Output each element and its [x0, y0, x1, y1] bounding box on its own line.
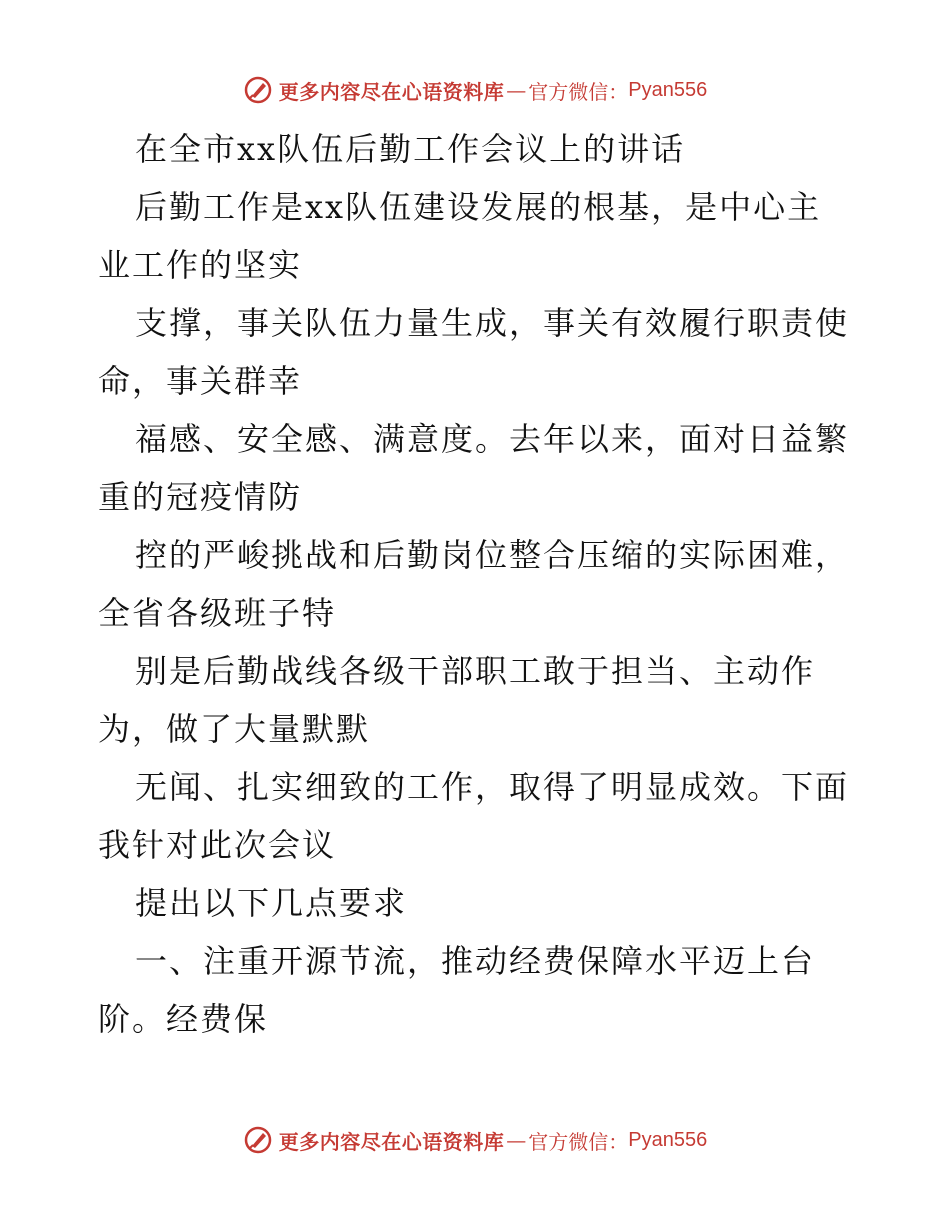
- banner-main-text: 更多内容尽在心语资料库: [278, 79, 505, 104]
- banner-main-text: 更多内容尽在心语资料库: [278, 1129, 505, 1154]
- paragraph-line: 我针对此次会议: [98, 826, 337, 864]
- banner-wechat-label: 官方微信：: [528, 79, 629, 104]
- paragraph-line: 无闻、扎实细致的工作，取得了明显成效。下面: [135, 768, 850, 806]
- paragraph-line: 为，做了大量默默: [98, 710, 371, 748]
- banner-wechat-label: 官方微信：: [528, 1129, 629, 1154]
- paragraph-line: 阶。经费保: [98, 1000, 269, 1038]
- document-title: 在全市xx队伍后勤工作会议上的讲话: [135, 130, 686, 168]
- banner-wechat-id: Pyan556: [628, 78, 708, 101]
- paragraph-line: 福感、安全感、满意度。去年以来，面对日益繁: [135, 420, 850, 458]
- footer-banner: [0, 1120, 950, 1160]
- paragraph-line: 支撑，事关队伍力量生成，事关有效履行职责使: [135, 304, 850, 342]
- paragraph-line: 控的严峻挑战和后勤岗位整合压缩的实际困难，: [135, 536, 850, 574]
- paragraph-line: 后勤工作是xx队伍建设发展的根基，是中心主: [135, 188, 822, 226]
- paragraph-line: 别是后勤战线各级干部职工敢于担当、主动作: [135, 652, 816, 690]
- banner-separator: —: [506, 1128, 527, 1152]
- paragraph-line: 提出以下几点要求: [135, 884, 408, 922]
- paragraph-line: 业工作的坚实: [98, 246, 303, 284]
- section-heading-line: 一、注重开源节流，推动经费保障水平迈上台: [135, 942, 816, 980]
- paragraph-line: 全省各级班子特: [98, 594, 337, 632]
- document-body: [98, 120, 868, 1048]
- banner-wechat-id: Pyan556: [628, 1128, 708, 1151]
- quill-pen-logo-icon: [243, 75, 273, 105]
- quill-pen-logo-icon: [243, 1125, 273, 1155]
- paragraph-line: 重的冠疫情防: [98, 478, 303, 516]
- header-banner: [0, 70, 950, 110]
- paragraph-line: 命，事关群幸: [98, 362, 303, 400]
- banner-separator: —: [506, 78, 527, 102]
